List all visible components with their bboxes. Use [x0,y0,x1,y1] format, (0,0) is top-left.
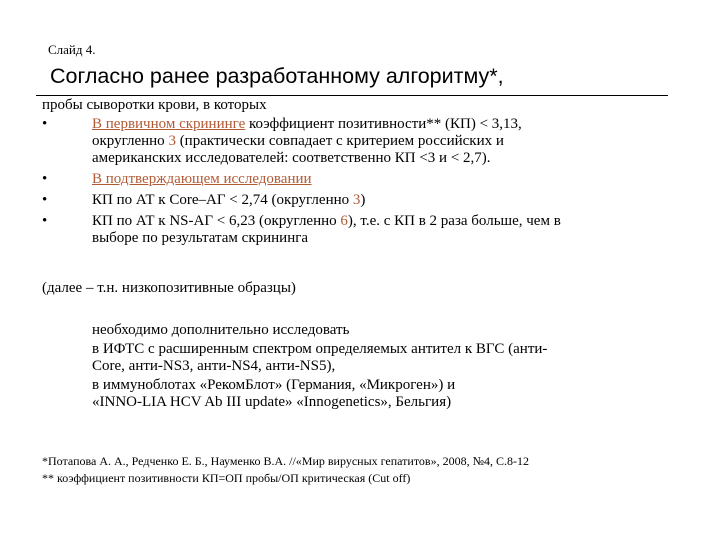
screening-text-4: американских исследователей: соответственно КП <3 и < 2,7). [92,150,491,166]
title-divider [36,95,668,96]
advice-line-2: в ИФТС с расширенным спектром определяемых антител к ВГС (анти- Core, анти-NS3, анти-NS4, анти-NS5), [92,341,548,374]
list-item-confirmatory [42,171,682,188]
footnotes [42,453,529,487]
slide-title: Согласно ранее разработанному алгоритму*, [50,64,504,88]
bullet-marker: • [42,192,48,208]
ns-text-2: ), т.е. с КП в 2 раза больше, чем в [347,213,561,229]
bullet-marker: • [42,116,48,132]
screening-link[interactable]: В первичном скрининге [92,116,246,132]
slide-number: Слайд 4. [48,42,96,57]
confirmatory-link[interactable]: В подтверждающем исследовании [92,171,312,187]
low-positive-note: (далее – т.н. низкопозитивные образцы) [42,280,296,296]
screening-text: коэффициент позитивности** (КП) < 3,13, [245,116,522,132]
core-number: 3 [352,192,361,208]
bullet-marker: • [42,213,48,229]
bullet-marker: • [42,171,48,187]
ns-number: 6 [340,213,348,229]
ns-text: КП по АТ к NS-АГ < 6,23 (округленно [92,213,341,229]
screening-text-2: округленно [92,133,169,149]
list-item-core [42,192,682,209]
list-item-ns [42,213,682,247]
advice-line-1: необходимо дополнительно исследовать [92,322,350,338]
ns-text-3: выборе по результатам скрининга [92,230,309,246]
footnote-1: *Потапова А. А., Редченко Е. Б., Науменко В.А. //«Мир вирусных гепатитов», 2008, №4, С.8-12 [42,454,530,468]
intro-text: пробы сыворотки крови, в которых [42,97,267,113]
screening-number: 3 [168,133,176,149]
advice-block [92,322,682,413]
list-item-screening [42,116,682,167]
screening-text-3: (практически совпадает с критерием российских и [175,133,504,149]
footnote-2: ** коэффициент позитивности КП=ОП пробы/ОП критическая (Cut off) [42,471,411,485]
core-text-2: ) [360,192,366,208]
core-text: КП по АТ к Core–АГ < 2,74 (округленно [92,192,353,208]
criteria-list [42,116,682,251]
advice-line-3: в иммуноблотах «РекомБлот» (Германия, «Микроген») и «INNO-LIA HCV Ab III update» «Innogenetics», Бельгия) [92,377,456,410]
